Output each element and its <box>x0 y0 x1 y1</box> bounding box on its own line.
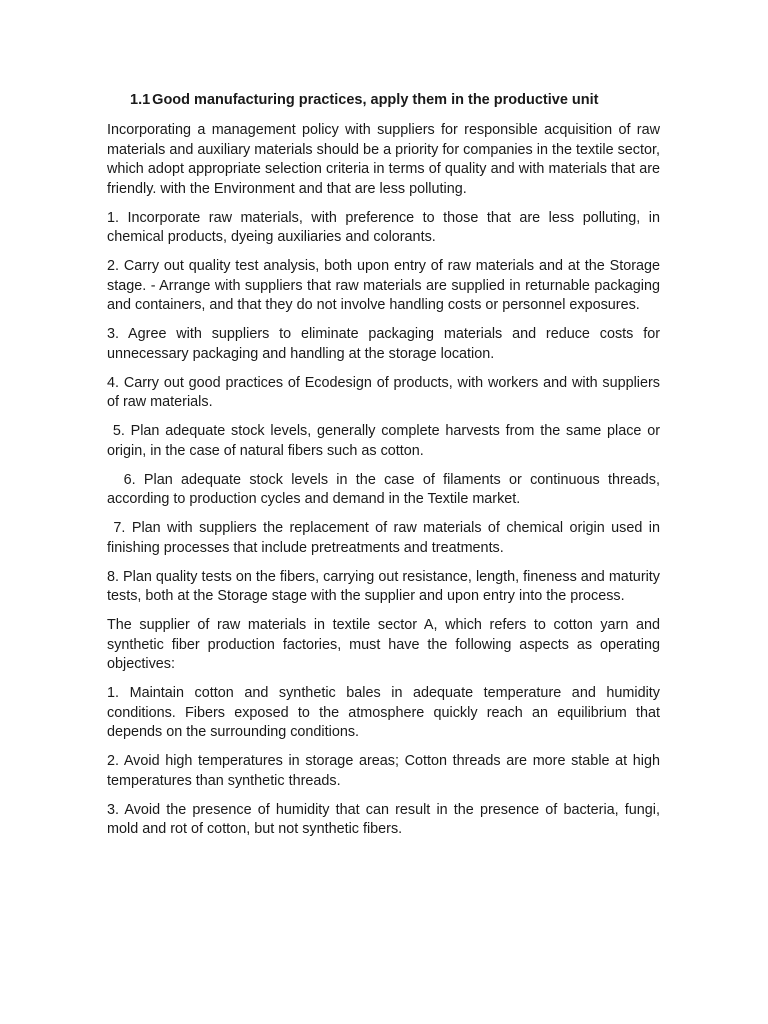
practice-item-4: 4. Carry out good practices of Ecodesign of products, with workers and with suppliers of raw materials. <box>107 374 664 410</box>
practice-item-2: 2. Carry out quality test analysis, both upon entry of raw materials and at the Storage stage. - Arrange with suppliers that raw materials are supplied in returnable packaging and containers, and that they do not involve handling costs or personnel exposures. <box>107 258 664 313</box>
body-text <box>107 121 664 849</box>
section-number: 1.1 <box>130 92 151 108</box>
practice-item-7: 7. Plan with suppliers the replacement of raw materials of chemical origin used in finishing processes that include pretreatments and treatments. <box>107 520 664 556</box>
objective-item-2: 2. Avoid high temperatures in storage areas; Cotton threads are more stable at high temperatures than synthetic threads. <box>107 753 664 789</box>
practice-item-1: 1. Incorporate raw materials, with preference to those that are less polluting, in chemical products, dyeing auxiliaries and colorants. <box>107 209 664 245</box>
intro-paragraph: Incorporating a management policy with suppliers for responsible acquisition of raw materials and auxiliary materials should be a priority for companies in the textile sector, which adopt appropriate selection criteria in terms of quality and with materials that are friendly. with the Environment and that are less polluting. <box>107 122 664 197</box>
practice-item-8: 8. Plan quality tests on the fibers, carrying out resistance, length, fineness and maturity tests, both at the Storage stage with the supplier and upon entry into the process. <box>107 568 664 604</box>
objective-item-1: 1. Maintain cotton and synthetic bales in adequate temperature and humidity conditions. Fibers exposed to the atmosphere quickly reach an equilibrium that depends on the surrounding conditions. <box>107 685 664 740</box>
supplier-paragraph: The supplier of raw materials in textile sector A, which refers to cotton yarn and synthetic fiber production factories, must have the following aspects as operating objectives: <box>107 617 664 672</box>
section-title: Good manufacturing practices, apply them in the productive unit <box>152 92 599 108</box>
section-heading <box>130 92 599 108</box>
practice-item-3: 3. Agree with suppliers to eliminate packaging materials and reduce costs for unnecessary packaging and handling at the storage location. <box>107 326 664 362</box>
practice-item-5: 5. Plan adequate stock levels, generally complete harvests from the same place or origin, in the case of natural fibers such as cotton. <box>107 423 664 459</box>
practice-item-6: 6. Plan adequate stock levels in the case of filaments or continuous threads, according to production cycles and demand in the Textile market. <box>107 471 664 507</box>
objective-item-3: 3. Avoid the presence of humidity that can result in the presence of bacteria, fungi, mold and rot of cotton, but not synthetic fibers. <box>107 801 664 837</box>
